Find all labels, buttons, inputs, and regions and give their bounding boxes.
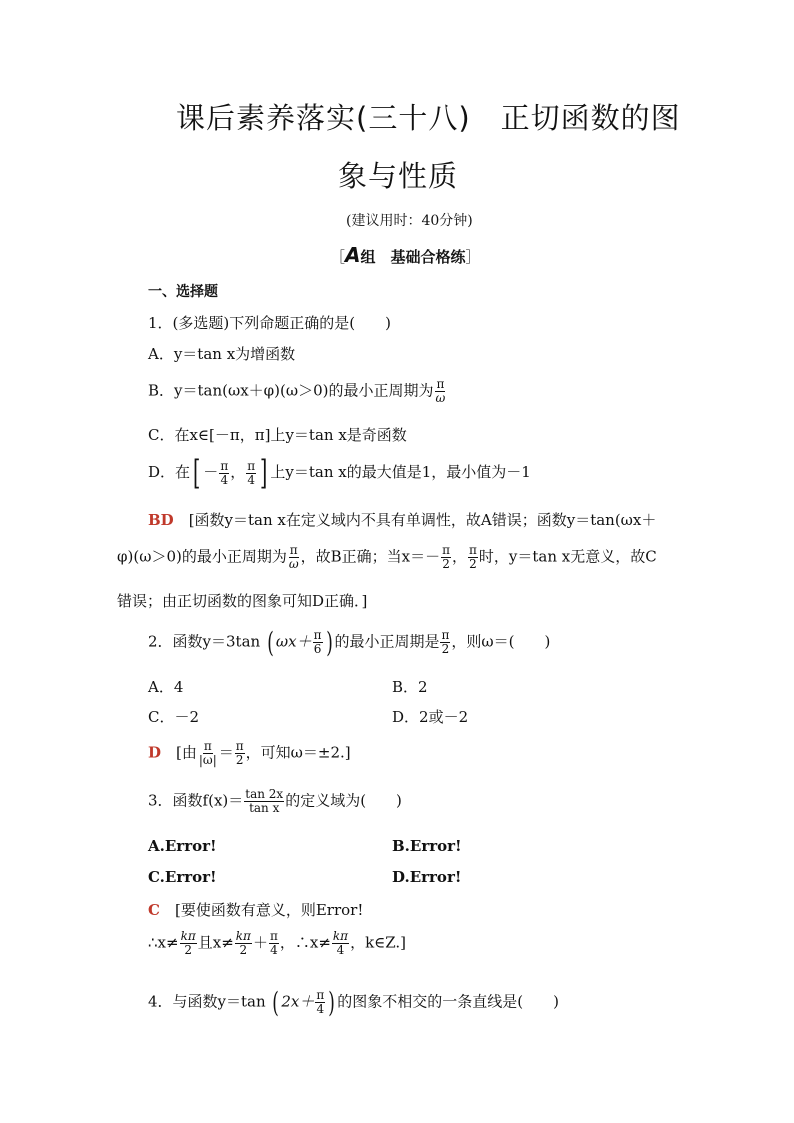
page-title-cont: 象与性质	[338, 159, 459, 193]
q2-explanation: D [由 $\frac{\pi}{|\omega|}$ ＝ $\frac{\pi}{2}$ ，可知ω＝±2.]	[148, 739, 351, 767]
time-hint: (建议用时：40分钟)	[346, 213, 473, 229]
q4-stem: 4．与函数y＝tan ( 2x＋ $\frac{\pi}{4}$ ) 的图象不相交的一条直线是( )	[148, 986, 559, 1019]
section-heading: 一、选择题	[148, 284, 218, 300]
q3-stem: 3．函数f(x)＝ $\frac{\tan 2x}{\text{tan x}}$ 的定义域为( )	[148, 787, 402, 815]
q1-answer: BD	[148, 511, 174, 529]
q1-explanation-3: 错误；由正切函数的图象可知D正确．]	[117, 592, 368, 610]
q1-explanation-1: BD [函数y＝tan x在定义域内不具有单调性，故A错误；函数y＝tan(ωx＋	[148, 511, 657, 529]
q2-option-a: A．4	[148, 678, 184, 696]
group-heading: ［A组 基础合格练］	[330, 243, 481, 267]
q3-option-d: D.Error!	[392, 868, 462, 886]
q3-explanation-1: C [要使函数有意义，则Error!	[148, 901, 364, 919]
q2-answer: D	[148, 743, 162, 762]
q3-explanation-2: ∴x≠ $\frac{k\pi}{2}$ 且x≠ $\frac{k\pi}{2}$ ＋ $\frac{\pi}{4}$ ，∴x≠ $\frac{k\pi}{4}$ ，k∈Z.]	[148, 929, 407, 957]
group-label: 组 基础合格练	[360, 248, 466, 266]
q2-stem: 2．函数y＝3tan ( ωx＋ $\frac{\pi}{6}$ ) 的最小正周期是 $\frac{\pi}{2}$ ，则ω＝( )	[148, 626, 551, 659]
page-title: 课后素养落实(三十八) 正切函数的图	[176, 101, 681, 135]
q1-option-c: C．在x∈[－π，π]上y＝tan x是奇函数	[148, 426, 407, 444]
q2-option-d: D．2或－2	[392, 708, 469, 726]
group-letter: A	[345, 243, 361, 267]
q1-option-a: A．y＝tan x为增函数	[148, 345, 296, 363]
q3-option-c: C.Error!	[148, 868, 217, 886]
q1-stem: 1．(多选题)下列命题正确的是( )	[148, 314, 391, 332]
q1-option-d: D．在[ － $\frac{\pi}{4}$ ， $\frac{\pi}{4}$ ] 上y＝tan x的最大值是1，最小值为－1	[148, 453, 531, 493]
q3-answer: C	[148, 901, 160, 919]
q2-option-c: C．－2	[148, 708, 200, 726]
q1-explanation-2: φ)(ω＞0)的最小正周期为 $\frac{\pi}{\omega}$ ，故B正确；当x＝－ $\frac{\pi}{2}$ ， $\frac{\pi}{2}$ 时，y＝tan x无意义，故C	[117, 543, 657, 571]
q3-option-b: B.Error!	[392, 837, 462, 855]
q1-option-b: B．y＝tan(ωx＋φ)(ω＞0)的最小正周期为 $\frac{\pi}{\omega}$	[148, 377, 446, 405]
q3-option-a: A.Error!	[148, 837, 217, 855]
q2-option-b: B．2	[392, 678, 428, 696]
